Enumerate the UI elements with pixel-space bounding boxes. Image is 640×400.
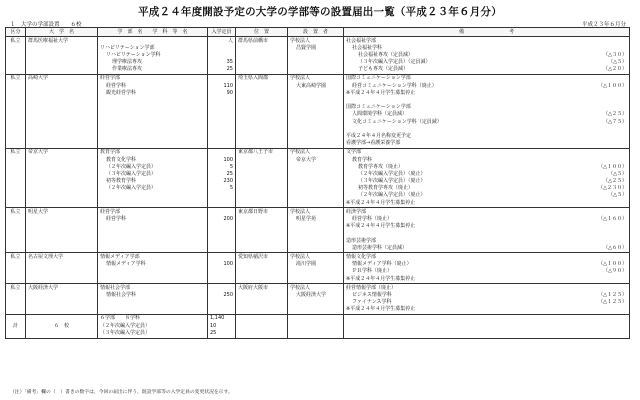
cell-location [236,284,288,315]
note-value [594,157,628,164]
note-line: ※平成２４年４月学生募集停止 [346,199,416,206]
section-heading: １ 大学の学部設置 ６校 [10,22,82,28]
note-line: （３年次編入学定員）（廃止） [358,178,426,185]
total-capacity-value: 10 [210,322,217,329]
total-row [6,314,630,338]
location-line: 群馬県前橋市 [238,37,269,44]
note-line: 社会福祉学部 [346,37,377,44]
note-value [594,306,628,313]
establisher-line: 滝川学園 [296,261,317,268]
capacity-value: 230 [223,178,233,185]
header-loc: 位 置 [236,28,288,37]
note-line: 平成２４年４月名称変更予定 [346,132,412,139]
note-line: 経営コミュニケーション学科（廃止） [352,82,437,89]
note-line: 経営情報学部（廃止） [346,284,397,291]
cell-university: 帝京大学 [26,148,98,208]
cell-location [236,37,288,75]
note-value [594,200,628,207]
cell-total-location [236,314,288,338]
faculty-line: 初等教育学科 [106,178,137,185]
cell-ku: 私立 [6,208,26,253]
establisher-line: 昌賢学園 [296,44,317,51]
note-value [594,90,628,97]
capacity-value: 35 [226,59,233,66]
note-line: 経営学科（廃止） [352,216,393,222]
note-value: （△１２５） [598,299,628,306]
cell-ku: 私立 [6,284,26,315]
table-row [6,37,630,75]
capacity-value [210,285,233,292]
location-line: 東京都八王子市 [238,149,274,156]
note-line: 情報メディア学科（廃止） [352,261,412,268]
note-line: ファイナンス学科 [352,299,392,306]
table-header-row [6,28,630,37]
cell-faculty [98,37,208,75]
capacity-value [210,209,233,216]
faculty-line: 教育学部 [100,149,121,156]
cell-ku: 私立 [6,37,26,75]
cell-faculty [98,284,208,315]
faculty-line: （２年次編入学定員） [106,163,157,170]
note-value [594,133,628,140]
cell-university: 高崎大学 [26,74,98,148]
cell-note-value [592,37,630,75]
note-value: （△５） [608,170,628,177]
table-row [6,253,630,284]
note-value [594,140,628,147]
cell-note-value [592,208,630,253]
cell-ku: 私立 [6,253,26,284]
header-univ: 大 学 名 [26,28,98,37]
table-row [6,148,630,208]
cell-capacity [208,74,236,148]
note-line: 社会福祉専攻（定員減） [358,51,414,58]
location-line: 埼玉県入間郡 [238,75,269,82]
cell-university: 明星大学 [26,208,98,253]
cell-capacity [208,37,236,75]
note-value: （△２３０） [598,185,628,192]
total-faculty-line: ６学部 ８学科 [100,315,141,322]
cell-university: 名古屋文理大学 [26,253,98,284]
cell-university: 大阪経済大学 [26,284,98,315]
note-line: 教育学科 [352,156,373,163]
note-line: 子ども専攻（定員減） [358,66,409,73]
cell-capacity [208,284,236,315]
note-line: （２年次編入学定員）（廃止） [358,192,426,199]
note-line: 経済学部 [346,208,367,215]
table-row [6,74,630,148]
note-line: 造形芸術学科（定員減） [352,244,408,251]
note-line: ※平成２４年４月学生募集停止 [346,89,416,96]
note-value: （△６０） [603,244,628,251]
capacity-value: 5 [229,163,233,170]
cell-faculty [98,208,208,253]
note-value: （△１００） [598,163,628,170]
cell-note [344,284,592,315]
faculty-line: 経営学科 [106,216,127,222]
faculty-line: 理学療法専攻 [112,59,143,66]
header-cap: 入学定員 [208,28,236,37]
cell-note-value [592,148,630,208]
faculty-line: リハビリテーション学部 [100,44,155,51]
establisher-line: 学校法人 [290,253,311,260]
faculty-line: 経営学部 [100,208,121,215]
capacity-value: 100 [223,156,233,163]
faculty-line: （３年次編入学定員） [106,170,157,177]
note-value: （△１００） [598,261,628,268]
cell-faculty [98,253,208,284]
note-value: （△２０） [603,66,628,73]
cell-establisher [288,208,344,253]
date-label: 平成２３年６月分 [581,22,626,28]
cell-total-ku [6,314,26,338]
note-value: （△５） [608,192,628,199]
cell-location [236,253,288,284]
faculty-line: 教育文化学科 [106,156,137,163]
capacity-value: 5 [229,185,233,192]
cell-note [344,37,592,75]
note-line: 国際コミュニケーション学部 [346,104,411,111]
cell-note-value [592,74,630,148]
capacity-value: 110 [223,82,233,89]
footnote: （注）「備考」欄の（ ）書きの数字は，今回の届出に伴う，既設学部等の入学定員の変更状況を示す。 [10,390,233,395]
faculty-line: 情報メディア学科 [106,261,146,268]
cell-establisher [288,253,344,284]
note-value: （△１２５） [598,291,628,298]
cell-establisher [288,148,344,208]
note-value [594,254,628,261]
capacity-value [210,75,233,82]
cell-note [344,208,592,253]
note-line: ビジネス情報学科 [352,291,392,298]
capacity-value: 100 [223,261,233,268]
capacity-value: 90 [226,89,233,96]
note-value [594,230,628,237]
table-row [6,284,630,315]
capacity-value: 200 [223,216,233,222]
note-value [594,285,628,292]
capacity-value: 25 [226,66,233,73]
cell-location [236,148,288,208]
faculty-line: 経営学科 [106,82,127,89]
cell-location [236,208,288,253]
note-line: 文化コミュニケーション学科（定員減） [352,118,442,125]
note-line: 教育学専攻（廃止） [358,163,404,170]
faculty-line: リハビリテーション学科 [106,51,161,58]
cell-ku: 私立 [6,148,26,208]
spacer [8,315,23,322]
total-capacity-value: 1,140 [210,315,225,322]
faculty-line: 情報社会学科 [106,291,137,298]
cell-note [344,148,592,208]
capacity-value: 25 [226,170,233,177]
cell-capacity [208,208,236,253]
total-univ: ６ 校 [53,322,69,329]
total-ku: 計 [12,322,18,329]
note-value [594,104,628,111]
note-value: （△２５） [603,111,628,118]
note-value [594,276,628,283]
header-ku: 区分 [6,28,26,37]
cell-establisher [288,37,344,75]
cell-university: 群馬医療福祉大学 [26,37,98,75]
header-est: 設 置 者 [288,28,344,37]
capacity-value [210,52,233,59]
faculty-line: 観光経営学科 [106,89,137,96]
note-value [594,209,628,216]
note-line: ※平成２４年４月学生募集停止 [346,306,416,313]
note-value [594,238,628,245]
note-line: 人間環境学科（定員減） [352,111,408,118]
cell-total-univ [26,314,98,338]
note-line: （３年次編入学定員）（定員減） [358,59,431,66]
cell-total-faculty [98,314,208,338]
capacity-value [210,45,233,52]
note-line: （２年次編入学定員）（廃止） [358,170,426,177]
header-fac: 学 部 名 学 科 等 名 [98,28,208,37]
cell-total-establisher [288,314,344,338]
page-title: 平成２４年度開設予定の大学の学部等の設置届出一覧（平成２３年６月分） [138,6,502,18]
note-value: （△１６０） [598,216,628,222]
note-value [594,75,628,82]
capacity-value: 250 [223,291,233,298]
location-line: 東京都日野市 [238,208,269,215]
total-capacity-value: 25 [210,329,217,336]
note-line: ＰＲ学科（廃止） [352,268,393,275]
note-value: （△７５） [603,118,628,125]
capacity-unit: 人 [227,37,233,44]
cell-total-note [344,314,630,338]
total-faculty-line: （２年次編入学定員） [100,322,151,329]
cell-note-value [592,284,630,315]
note-value [594,97,628,104]
cell-total-capacity [208,314,236,338]
faculty-line: （２年次編入学定員） [106,185,157,192]
note-value: （△２５） [603,178,628,185]
note-line: 国際コミュニケーション学部 [346,75,411,82]
establisher-line: 学校法人 [290,284,311,291]
total-faculty-line: （３年次編入学定員） [100,329,151,336]
table-body [6,37,630,339]
cell-ku: 私立 [6,74,26,148]
cell-location [236,74,288,148]
note-line: 造形芸術学部 [346,237,377,244]
cell-note-value [592,253,630,284]
cell-establisher [288,74,344,148]
establishment-table [5,27,630,339]
location-line: 大阪府大阪市 [238,284,269,291]
note-value: （△１００） [598,82,628,89]
header-note: 備 考 [344,28,630,37]
establisher-line: 大阪経済大学 [296,291,327,298]
capacity-value [210,254,233,261]
note-line: ※平成２４年４月学生募集停止 [346,223,416,230]
faculty-line: 情報メディア学部 [100,253,140,260]
note-line: 文学部 [346,149,362,156]
note-value [594,149,628,156]
note-line [346,126,590,133]
faculty-line: 作業療法専攻 [112,66,143,73]
note-line: 看護学部→看護栄養学部 [346,140,401,147]
note-value: （△３０） [603,51,628,58]
spacer [28,315,95,322]
faculty-line: 情報社会学部 [100,284,131,291]
establisher-line: 学校法人 [290,208,311,215]
capacity-value [210,149,233,156]
establisher-line: 明星学苑 [296,216,317,222]
faculty-line: 経営学部 [100,75,121,82]
cell-capacity [208,253,236,284]
establisher-line: 学校法人 [290,75,311,82]
cell-faculty [98,74,208,148]
note-value: （△５） [608,59,628,66]
cell-capacity [208,148,236,208]
cell-faculty [98,148,208,208]
note-line: 初等教育学専攻（廃止） [358,185,414,192]
note-value: （△９０） [603,268,628,275]
note-value [594,38,628,45]
note-line: 情報文化学部 [346,253,377,260]
note-line: ※平成２４年４月学生募集停止 [346,275,416,282]
establisher-line: 学校法人 [290,37,311,44]
establisher-line: 大東高崎学園 [296,82,327,89]
cell-note [344,74,592,148]
location-line: 愛知県稲沢市 [238,253,269,260]
table-row [6,208,630,253]
note-line: 社会福祉学科 [352,44,383,51]
cell-establisher [288,284,344,315]
note-value [594,126,628,133]
establisher-line: 学校法人 [290,149,311,156]
cell-note [344,253,592,284]
note-value [594,45,628,52]
note-line [346,230,590,237]
spacer [100,38,205,45]
note-value [594,223,628,230]
establisher-line: 帝京大学 [296,156,317,163]
